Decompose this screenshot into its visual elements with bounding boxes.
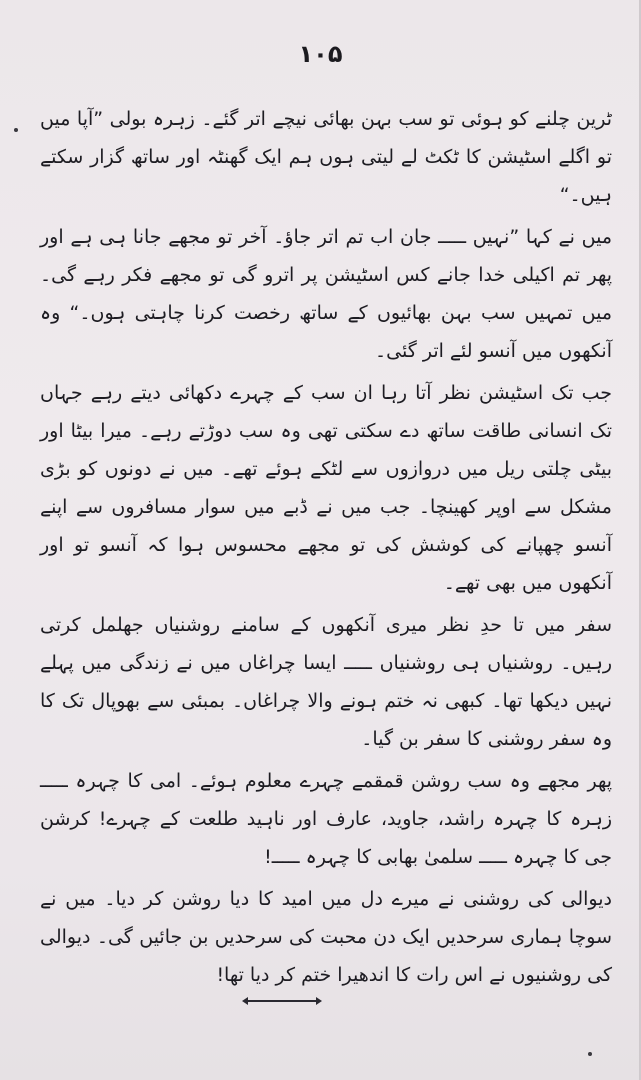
paragraph: دیوالی کی روشنی نے میرے دل میں امید کا دیا روشن کر دیا۔ میں نے سوچا ہماری سرحدیں ایک دن محبت کی سرحدیں بن جائیں گی۔ دیوالی کی روشنیوں نے اس رات کا اندھیرا ختم کر دیا تھا! [40,888,612,986]
paragraph: میں نے کہا ”نہیں ـــــ جان اب تم اتر جاؤ۔ آخر تو مجھے جانا ہی ہے اور پھر تم اکیلی خدا جانے کس اسٹیشن پر اترو گی تو مجھے فکر رہے گی۔ میں تمہیں سب بہن بھائیوں کے ساتھ رخصت کرنا چاہتی ہوں۔“ وہ آنکھوں میں آنسو لئے اتر گئی۔ [40,226,612,362]
page-body [40,100,612,998]
paragraph: جب تک اسٹیشن نظر آتا رہا ان سب کے چہرے دکھائی دیتے رہے جہاں تک انسانی طاقت ساتھ دے سکتی تھی وہ سب دوڑتے رہے۔ میرا بیٹا اور بیٹی چلتی ریل میں دروازوں سے لٹکے ہوئے تھے۔ میں نے دونوں کو بڑی مشکل سے اوپر کھینچا۔ جب میں نے ڈبے میں سوار مسافروں سے اپنے آنسو چھپانے کی کوشش کی تو مجھے محسوس ہوا کہ آنسو تو اور آنکھوں میں بھی تھے۔ [40,382,612,594]
paragraph: ٹرین چلنے کو ہوئی تو سب بہن بھائی نیچے اتر گئے۔ زہرہ بولی ”آپا میں تو اگلے اسٹیشن کا ٹکٹ لے لیتی ہوں ہم ایک گھنٹہ اور ساتھ گزار سکتے ہیں۔“ [40,108,612,206]
paragraph: پھر مجھے وہ سب روشن قمقمے چہرے معلوم ہوئے۔ امی کا چہرہ ـــــ زہرہ کا چہرہ راشد، جاوید، عارف اور ناہید طلعت کے چہرے! کرشن جی کا چہرہ ـــــ سلمیٰ بھابی کا چہرہ ـــــ! [40,770,612,868]
closing-divider [248,1000,316,1002]
stray-ink-mark [14,128,18,132]
stray-ink-mark [588,1052,592,1056]
page-number: ۱۰۵ [298,40,343,68]
paragraph: سفر میں تا حدِ نظر میری آنکھوں کے سامنے روشنیاں جھلمل کرتی رہیں۔ روشنیاں ہی روشنیاں ـــــ ایسا چراغاں میں نے زندگی میں پہلے نہیں دیکھا تھا۔ کبھی نہ ختم ہونے والا چراغاں۔ بمبئی سے بھوپال تک کا وہ سفر روشنی کا سفر بن گیا۔ [40,614,612,750]
